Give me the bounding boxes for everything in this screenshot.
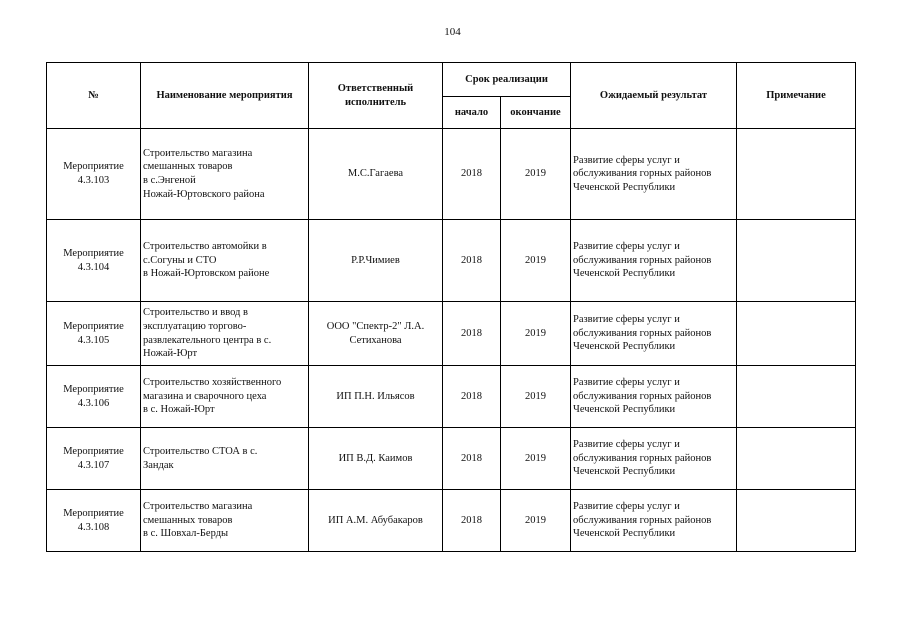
header-num: № bbox=[47, 63, 141, 129]
measure-name-line: Строительство магазина bbox=[143, 147, 253, 159]
end-year: 2019 bbox=[501, 490, 571, 552]
measure-name-line: Зандак bbox=[143, 459, 174, 471]
end-year: 2019 bbox=[501, 302, 571, 366]
table-body bbox=[47, 129, 856, 552]
expected-result-line: обслуживания горных районов bbox=[573, 390, 712, 402]
executor-line: ИП В.Д. Каимов bbox=[338, 452, 413, 464]
end-year: 2019 bbox=[501, 129, 571, 220]
measure-number-line: Мероприятие bbox=[63, 161, 124, 173]
expected-result-line: Чеченской Республики bbox=[573, 341, 676, 353]
table-row bbox=[47, 428, 856, 490]
expected-result-line: Развитие сферы услуг и bbox=[573, 241, 680, 253]
measure-number-line: Мероприятие bbox=[63, 507, 124, 519]
measure-name bbox=[141, 428, 309, 490]
measure-number bbox=[47, 220, 141, 302]
table-header bbox=[47, 63, 856, 129]
end-year: 2019 bbox=[501, 366, 571, 428]
executor-line: ИП П.Н. Ильясов bbox=[336, 390, 415, 402]
measure-name bbox=[141, 302, 309, 366]
executor bbox=[309, 129, 443, 220]
expected-result-line: обслуживания горных районов bbox=[573, 514, 712, 526]
measure-name-line: в с. Ножай-Юрт bbox=[143, 404, 215, 416]
measure-name-line: Ножай-Юртовского района bbox=[143, 188, 265, 200]
executor-line: ООО "Спектр-2" Л.А. bbox=[326, 320, 425, 332]
measure-name-line: в с. Шовхал-Берды bbox=[143, 528, 229, 540]
note bbox=[737, 129, 856, 220]
header-executor: Ответственный исполнитель bbox=[309, 63, 443, 129]
measure-number-line: 4.3.104 bbox=[77, 261, 110, 273]
measure-name-line: смешанных товаров bbox=[143, 161, 233, 173]
table-row bbox=[47, 490, 856, 552]
start-year: 2018 bbox=[443, 129, 501, 220]
start-year: 2018 bbox=[443, 220, 501, 302]
header-end: окончание bbox=[501, 97, 571, 129]
executor bbox=[309, 366, 443, 428]
measure-name-line: развлекательного центра в с. bbox=[143, 334, 272, 346]
measure-number-line: 4.3.108 bbox=[77, 521, 110, 533]
measure-name bbox=[141, 220, 309, 302]
note bbox=[737, 220, 856, 302]
end-year: 2019 bbox=[501, 220, 571, 302]
measure-number-line: 4.3.105 bbox=[77, 334, 110, 346]
executor bbox=[309, 220, 443, 302]
measure-name bbox=[141, 366, 309, 428]
expected-result-line: Развитие сферы услуг и bbox=[573, 314, 680, 326]
measure-name-line: магазина и сварочного цеха bbox=[143, 390, 267, 402]
expected-result bbox=[571, 366, 737, 428]
note bbox=[737, 490, 856, 552]
start-year: 2018 bbox=[443, 490, 501, 552]
header-name: Наименование мероприятия bbox=[141, 63, 309, 129]
measure-number-line: Мероприятие bbox=[63, 320, 124, 332]
header-result: Ожидаемый результат bbox=[571, 63, 737, 129]
expected-result-line: обслуживания горных районов bbox=[573, 254, 712, 266]
measure-number-line: 4.3.107 bbox=[77, 459, 110, 471]
page-number: 104 bbox=[444, 26, 461, 38]
measure-name-line: Строительство СТОА в с. bbox=[143, 445, 258, 457]
measure-name-line: Строительство магазина bbox=[143, 501, 253, 513]
measure-name-line: Строительство хозяйственного bbox=[143, 377, 282, 389]
measure-number bbox=[47, 302, 141, 366]
measure-number bbox=[47, 366, 141, 428]
expected-result-line: Чеченской Республики bbox=[573, 404, 676, 416]
table-row bbox=[47, 302, 856, 366]
note bbox=[737, 302, 856, 366]
executor-line: Р.Р.Чимиев bbox=[351, 254, 400, 266]
measure-name bbox=[141, 129, 309, 220]
header-start: начало bbox=[443, 97, 501, 129]
header-period: Срок реализации bbox=[443, 63, 571, 97]
measure-number-line: 4.3.106 bbox=[77, 397, 110, 409]
expected-result bbox=[571, 302, 737, 366]
measure-name-line: смешанных товаров bbox=[143, 514, 233, 526]
expected-result bbox=[571, 428, 737, 490]
expected-result bbox=[571, 220, 737, 302]
executor-line: ИП А.М. Абубакаров bbox=[328, 514, 423, 526]
measure-name-line: Строительство автомойки в bbox=[143, 241, 267, 253]
end-year: 2019 bbox=[501, 428, 571, 490]
measure-name-line: с.Согуны и СТО bbox=[143, 254, 217, 266]
expected-result-line: Развитие сферы услуг и bbox=[573, 377, 680, 389]
measure-name-line: Строительство и ввод в bbox=[143, 307, 248, 319]
executor bbox=[309, 428, 443, 490]
measure-number-line: Мероприятие bbox=[63, 383, 124, 395]
expected-result-line: Чеченской Республики bbox=[573, 528, 676, 540]
expected-result-line: Чеченской Республики bbox=[573, 181, 676, 193]
measure-name-line: Ножай-Юрт bbox=[143, 348, 198, 360]
note bbox=[737, 428, 856, 490]
start-year: 2018 bbox=[443, 366, 501, 428]
table-row bbox=[47, 220, 856, 302]
measure-number-line: Мероприятие bbox=[63, 445, 124, 457]
start-year: 2018 bbox=[443, 302, 501, 366]
expected-result-line: Развитие сферы услуг и bbox=[573, 154, 680, 166]
executor-line: М.С.Гагаева bbox=[347, 168, 404, 180]
measure-number bbox=[47, 428, 141, 490]
table-row bbox=[47, 366, 856, 428]
executor bbox=[309, 490, 443, 552]
expected-result bbox=[571, 129, 737, 220]
expected-result-line: Развитие сферы услуг и bbox=[573, 501, 680, 513]
measure-number bbox=[47, 129, 141, 220]
expected-result-line: обслуживания горных районов bbox=[573, 168, 712, 180]
expected-result-line: Чеченской Республики bbox=[573, 268, 676, 280]
measure-number-line: Мероприятие bbox=[63, 247, 124, 259]
expected-result-line: Чеченской Республики bbox=[573, 466, 676, 478]
measure-name bbox=[141, 490, 309, 552]
measure-name-line: в с.Энгеной bbox=[143, 175, 196, 186]
expected-result bbox=[571, 490, 737, 552]
measures-table bbox=[46, 62, 856, 552]
expected-result-line: обслуживания горных районов bbox=[573, 327, 712, 339]
table-row bbox=[47, 129, 856, 220]
expected-result-line: обслуживания горных районов bbox=[573, 452, 712, 464]
expected-result-line: Развитие сферы услуг и bbox=[573, 439, 680, 451]
note bbox=[737, 366, 856, 428]
executor-line: Сетиханова bbox=[349, 334, 402, 346]
measure-name-line: эксплуатацию торгово- bbox=[143, 320, 247, 332]
executor bbox=[309, 302, 443, 366]
measure-number bbox=[47, 490, 141, 552]
measure-number-line: 4.3.103 bbox=[77, 175, 110, 186]
start-year: 2018 bbox=[443, 428, 501, 490]
header-note: Примечание bbox=[737, 63, 856, 129]
measure-name-line: в Ножай-Юртовском районе bbox=[143, 268, 270, 280]
